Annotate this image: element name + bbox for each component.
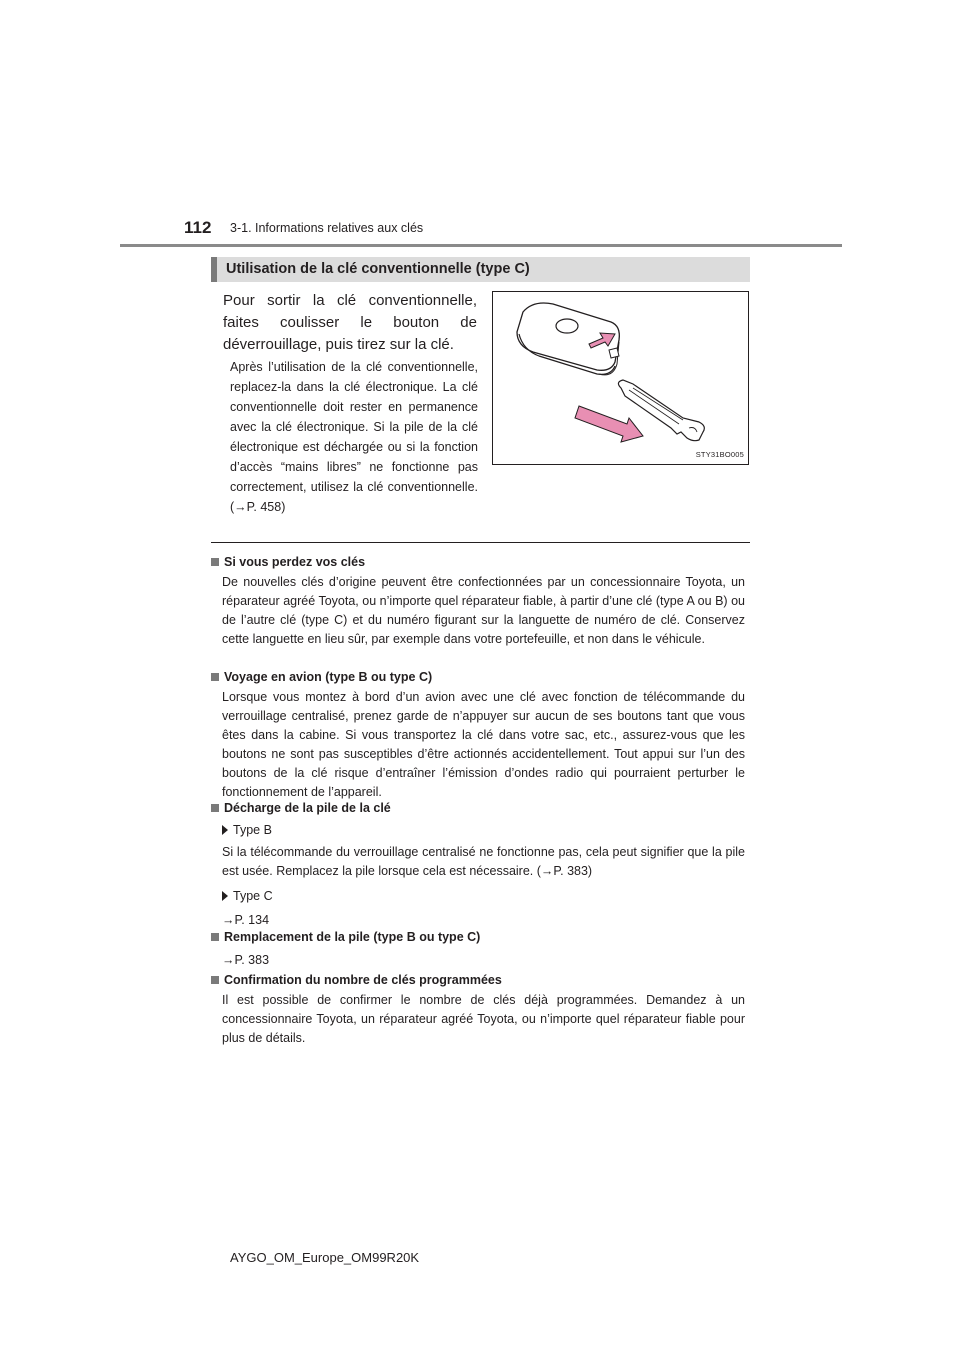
replace-title: Remplacement de la pile (type B ou type C) (224, 930, 481, 944)
battery-type-c-label: Type C (233, 889, 273, 903)
intro-note: Après l’utilisation de la clé conventionnelle, replacez-la dans la clé électronique. La clé conventionnelle doit rester en permanence avec la clé électronique. Si la pile de la clé électronique est déchargée ou si la fonction d’accès “mains libres” ne fonctionne pas correctement, utilisez la clé conventionnelle. (→P. 458) (230, 360, 478, 514)
section-lost-keys (211, 554, 745, 649)
page-number: 112 (184, 218, 212, 237)
square-bullet-icon (211, 558, 219, 566)
footer-doc-id: AYGO_OM_Europe_OM99R20K (230, 1250, 420, 1265)
square-bullet-icon (211, 933, 219, 941)
square-bullet-icon (211, 976, 219, 984)
section-heading-text: Utilisation de la clé conventionnelle (type C) (226, 261, 530, 277)
battery-type-b-text: Si la télécommande du verrouillage centralisé ne fonctionne pas, cela peut signifier que la pile est usée. Remplacez la pile lorsque cela est nécessaire. (→P. 383) (222, 845, 745, 878)
header-divider (120, 244, 842, 247)
key-illustration-icon (493, 292, 748, 464)
figure-code: STY31BO005 (695, 450, 744, 459)
lost-keys-text: De nouvelles clés d’origine peuvent être confectionnées par un concessionnaire Toyota, un réparateur agréé Toyota, ou n’importe quel réparateur fiable, à partir d’une clé (type A ou B) ou de l’autre clé (type C) et du numéro figurant sur la languette de numéro de clé. Conservez cette languette en lieu sûr, par exemple dans votre portefeuille, et non dans le véhicule. (222, 575, 745, 646)
square-bullet-icon (211, 673, 219, 681)
heading-accent-bar (211, 257, 217, 282)
lost-keys-title: Si vous perdez vos clés (224, 555, 366, 569)
chapter-title: 3-1. Informations relatives aux clés (230, 221, 424, 235)
section-battery (211, 800, 745, 928)
battery-title: Décharge de la pile de la clé (224, 801, 391, 815)
section-confirm (211, 972, 745, 1048)
square-bullet-icon (211, 804, 219, 812)
confirm-title: Confirmation du nombre de clés programmées (224, 973, 502, 987)
section-divider (211, 542, 750, 543)
replace-ref: →P. 383 (222, 953, 270, 967)
plane-title: Voyage en avion (type B ou type C) (224, 670, 433, 684)
section-replace (211, 929, 745, 968)
section-heading (211, 257, 750, 282)
plane-text: Lorsque vous montez à bord d’un avion avec une clé avec fonction de télécommande du verrouillage centralisé, prenez garde de n’appuyer sur aucun de ses boutons tant que vous êtes dans la cabine. Si vous transportez la clé dans votre sac, etc., assurez-vous que les boutons ne sont pas susceptibles d’être actionnés accidentellement. Tout appui sur l’un des boutons de la clé risque d’entraîner l’émission d’ondes radio qui pourraient perturber le fonctionnement de l’appareil. (222, 690, 745, 799)
battery-type-b-label: Type B (233, 823, 272, 837)
triangle-bullet-icon (222, 891, 228, 901)
confirm-text: Il est possible de confirmer le nombre de clés déjà programmées. Demandez à un concessionnaire Toyota, un réparateur agréé Toyota, ou n’importe quel réparateur fiable pour plus de détails. (222, 993, 745, 1045)
battery-type-c-ref: →P. 134 (222, 913, 270, 927)
section-plane (211, 669, 745, 802)
triangle-bullet-icon (222, 825, 228, 835)
intro-instruction: Pour sortir la clé conventionnelle, faites coulisser le bouton de déverrouillage, puis tirez sur la clé. (223, 292, 477, 353)
key-figure (492, 291, 749, 465)
